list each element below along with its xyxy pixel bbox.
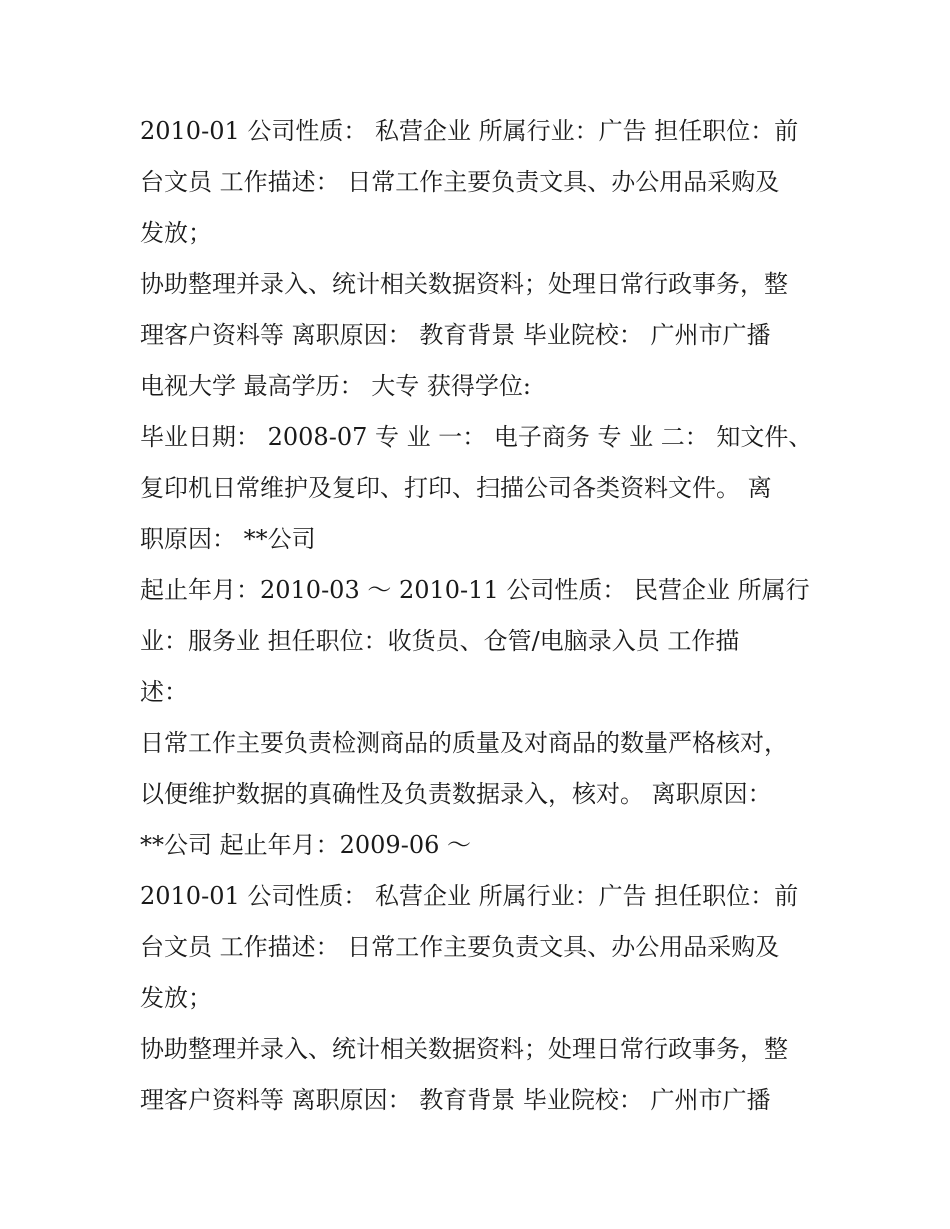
- text-line: 协助整理并录入、统计相关数据资料；处理日常行政事务，整: [140, 270, 788, 298]
- text-line: **公司 起止年月：2009-06 ～: [140, 831, 471, 859]
- text-line: 发放；: [140, 219, 212, 247]
- text-line: 台文员 工作描述： 日常工作主要负责文具、办公用品采购及: [140, 168, 780, 196]
- text-line: 2010-01 公司性质： 私营企业 所属行业：广告 担任职位：前: [140, 882, 799, 910]
- text-line: 业：服务业 担任职位：收货员、仓管/电脑录入员 工作描: [140, 627, 740, 655]
- text-line: 电视大学 最高学历： 大专 获得学位:: [140, 372, 531, 400]
- text-line: 述：: [140, 678, 188, 706]
- text-line: 以便维护数据的真确性及负责数据录入，核对。 离职原因：: [140, 780, 772, 808]
- text-line: 理客户资料等 离职原因： 教育背景 毕业院校： 广州市广播: [140, 321, 771, 349]
- text-line: 理客户资料等 离职原因： 教育背景 毕业院校： 广州市广播: [140, 1086, 771, 1114]
- text-line: 协助整理并录入、统计相关数据资料；处理日常行政事务，整: [140, 1035, 788, 1063]
- text-line: 毕业日期： 2008-07 专 业 一： 电子商务 专 业 二： 知文件、: [140, 423, 813, 451]
- text-line: 复印机日常维护及复印、打印、扫描公司各类资料文件。 离: [140, 474, 772, 502]
- text-line: 发放；: [140, 984, 212, 1012]
- text-line: 日常工作主要负责检测商品的质量及对商品的数量严格核对，: [140, 729, 788, 757]
- document-body: [140, 106, 830, 1126]
- text-line: 起止年月：2010-03 ～ 2010-11 公司性质： 民营企业 所属行: [140, 576, 810, 604]
- text-line: 台文员 工作描述： 日常工作主要负责文具、办公用品采购及: [140, 933, 780, 961]
- text-line: 职原因： **公司: [140, 525, 316, 553]
- text-line: 2010-01 公司性质： 私营企业 所属行业：广告 担任职位：前: [140, 117, 799, 145]
